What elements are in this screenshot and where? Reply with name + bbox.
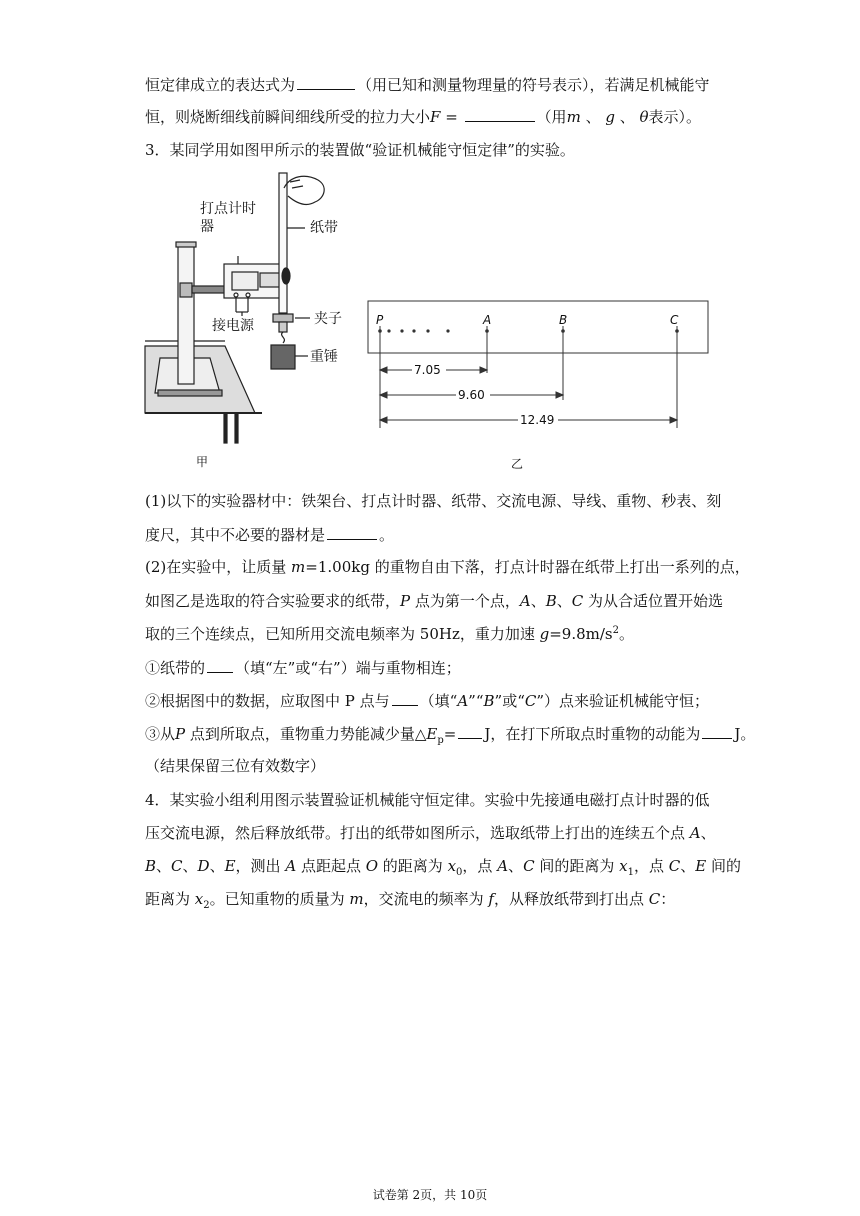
- text: =: [440, 108, 463, 126]
- text: ，点: [633, 857, 669, 875]
- text: ①纸带的: [145, 659, 206, 677]
- var: A: [285, 857, 297, 875]
- text: (1)以下的实验器材中：铁架台、打点计时器、纸带、交流电源、导线、重物、秒表、刻: [145, 492, 722, 510]
- arrow: [380, 367, 387, 373]
- var: m: [349, 890, 364, 908]
- arrow: [556, 392, 563, 398]
- text: 间的: [706, 857, 741, 875]
- text: 点到所取点，重物重力势能减少量△: [185, 725, 427, 743]
- var: θ: [639, 108, 649, 126]
- text: 。: [619, 625, 635, 643]
- text: （用已知和测量物理量的符号表示），若满足机械能守: [357, 76, 710, 94]
- point-C-dot: [675, 329, 679, 333]
- var: x: [619, 857, 628, 875]
- arrow: [670, 417, 677, 423]
- label-timer-2: 器: [200, 219, 214, 235]
- var: E: [695, 857, 707, 875]
- var: A: [689, 824, 701, 842]
- arrow: [380, 417, 387, 423]
- text-line: [145, 690, 709, 711]
- text: 、: [680, 857, 696, 875]
- var: A: [497, 857, 509, 875]
- table-leg: [235, 413, 238, 443]
- clamp-block: [180, 283, 192, 297]
- var: m: [566, 108, 581, 126]
- var: E: [224, 857, 236, 875]
- var: f: [488, 890, 494, 908]
- var: E: [426, 725, 438, 743]
- text: 4．某实验小组利用图示装置验证机械能守恒定律。实验中先接通电磁打点计时器的低: [145, 791, 710, 809]
- answer-blank[interactable]: [327, 524, 377, 540]
- var: B: [545, 592, 557, 610]
- text: ”）点来验证机械能守恒；: [536, 692, 710, 710]
- var: C: [171, 857, 183, 875]
- subscript: 1: [627, 867, 634, 878]
- text: ”“: [468, 692, 484, 710]
- timer-coil: [232, 272, 258, 290]
- text: ，从释放纸带到打出点: [493, 890, 649, 908]
- var: A: [457, 692, 469, 710]
- stand-pole: [178, 244, 194, 384]
- text: 恒，则烧断细线前瞬间细线所受的拉力大小: [145, 108, 431, 126]
- answer-blank[interactable]: [297, 74, 355, 90]
- text: =: [443, 725, 457, 743]
- pole-cap: [176, 242, 196, 247]
- text: 恒定律成立的表达式为: [145, 76, 296, 94]
- text: ③从: [145, 725, 176, 743]
- text: 、: [209, 857, 225, 875]
- point-A-dot: [485, 329, 489, 333]
- var: C: [571, 592, 584, 610]
- var: P: [175, 725, 186, 743]
- text: (2)在实验中，让质量: [145, 558, 292, 576]
- text: 点距起点: [296, 857, 366, 875]
- answer-blank[interactable]: [392, 690, 418, 706]
- text: 、: [700, 824, 716, 842]
- subscript: 0: [456, 867, 463, 878]
- text-line: [145, 591, 723, 611]
- label-jia: 甲: [196, 455, 209, 469]
- text: 。: [379, 526, 395, 544]
- terminal: [234, 293, 238, 297]
- subscript: 2: [203, 900, 210, 911]
- text-line: [145, 74, 710, 95]
- text-line: [145, 624, 634, 644]
- text-line: [145, 723, 755, 744]
- dist-PB: 9.60: [458, 388, 485, 402]
- label-weight: 重锤: [310, 349, 338, 365]
- var: P: [400, 592, 411, 610]
- text: 为从合适位置开始选: [583, 592, 724, 610]
- text-line: [145, 889, 675, 909]
- text: ②根据图中的数据，应取图中 P 点与: [145, 692, 390, 710]
- var: C: [668, 857, 681, 875]
- var: D: [197, 857, 210, 875]
- text-line: [145, 657, 461, 678]
- hook: [282, 332, 285, 343]
- var: x: [194, 890, 204, 908]
- text: ，测出: [235, 857, 286, 875]
- var: C: [524, 692, 537, 710]
- text: ：: [660, 890, 676, 908]
- var: B: [483, 692, 495, 710]
- answer-blank[interactable]: [465, 106, 535, 122]
- text-line: [145, 557, 750, 577]
- question-3-heading: [145, 140, 575, 160]
- text: （用: [536, 108, 567, 126]
- text: 、: [530, 592, 546, 610]
- hand-fingers: [290, 180, 303, 188]
- text: J，在打下所取点时重物的动能为: [484, 725, 701, 743]
- label-yi: 乙: [511, 457, 524, 471]
- text: 取的三个连续点，已知所用交流电频率为 50Hz，重力加速: [145, 625, 540, 643]
- text: （填“: [419, 692, 458, 710]
- text: 度尺，其中不必要的器材是: [145, 526, 326, 544]
- dot: [426, 329, 429, 332]
- text: （结果保留三位有效数字）: [145, 757, 326, 775]
- answer-blank[interactable]: [207, 657, 233, 673]
- dot: [412, 329, 415, 332]
- text: 表示）。: [648, 108, 702, 126]
- dist-PA: 7.05: [414, 363, 441, 377]
- text: 距离为: [145, 890, 195, 908]
- label-P: P: [376, 313, 384, 327]
- dot: [446, 329, 449, 332]
- text: ”或“: [494, 692, 525, 710]
- text: 、: [580, 108, 606, 126]
- answer-blank[interactable]: [458, 723, 482, 739]
- text-line: [145, 106, 701, 127]
- text: 3．某同学用如图甲所示的装置做“验证机械能守恒定律”的实验。: [145, 141, 575, 159]
- label-C: C: [670, 313, 679, 327]
- text: 。已知重物的质量为: [209, 890, 350, 908]
- heavy-weight: [271, 345, 295, 369]
- label-B: B: [559, 313, 568, 327]
- var: B: [145, 857, 157, 875]
- text-line: [145, 856, 741, 876]
- label-power: 接电源: [212, 318, 254, 334]
- text: =9.8m/s: [549, 625, 613, 643]
- page-footer: 试卷第 2页，共 10页: [372, 1188, 488, 1202]
- point-B-dot: [561, 329, 565, 333]
- clamp-arm: [192, 286, 228, 293]
- label-A: A: [483, 313, 492, 327]
- var: g: [605, 108, 615, 126]
- dot: [387, 329, 390, 332]
- text-line: [145, 524, 394, 545]
- text: 间的距离为: [534, 857, 620, 875]
- answer-blank[interactable]: [702, 723, 732, 739]
- superscript: 2: [612, 625, 619, 636]
- point-P-dot: [378, 329, 382, 333]
- stand-base-edge: [158, 390, 222, 396]
- var: m: [291, 558, 306, 576]
- var: g: [539, 625, 550, 643]
- experiment-figure: [140, 168, 720, 473]
- text: =1.00kg 的重物自由下落，打点计时器在纸带上打出一系列的点，: [305, 558, 750, 576]
- tape-outline: [368, 301, 708, 353]
- label-timer: 打点计时: [200, 201, 256, 217]
- dist-PC: 12.49: [520, 413, 555, 427]
- arrow: [480, 367, 487, 373]
- var: C: [523, 857, 535, 875]
- text: ，点: [462, 857, 498, 875]
- clip: [273, 314, 293, 322]
- terminal: [246, 293, 250, 297]
- text: J。: [734, 725, 756, 743]
- text-line: [145, 756, 325, 776]
- label-clip: 夹子: [314, 311, 342, 327]
- var: x: [447, 857, 457, 875]
- var: O: [365, 857, 379, 875]
- text: 压交流电源，然后释放纸带。打出的纸带如图所示，选取纸带上打出的连续五个点: [145, 824, 690, 842]
- arrow: [380, 392, 387, 398]
- text: 、: [508, 857, 524, 875]
- subscript: p: [437, 735, 444, 746]
- text: 、: [614, 108, 640, 126]
- text: 、: [182, 857, 198, 875]
- text: ，交流电的频率为: [363, 890, 489, 908]
- var: F: [430, 108, 441, 126]
- text: 点为第一个点，: [410, 592, 520, 610]
- text: （填“左”或“右”）端与重物相连；: [235, 659, 461, 677]
- text: 的距离为: [378, 857, 448, 875]
- timer-vibrator: [260, 273, 280, 287]
- timer-pin: [282, 268, 290, 284]
- table-leg: [224, 413, 227, 443]
- hand-holding-tape: [284, 176, 324, 204]
- dot: [400, 329, 403, 332]
- text: 、: [556, 592, 572, 610]
- text: 、: [156, 857, 172, 875]
- var: C: [648, 890, 661, 908]
- label-tape: 纸带: [310, 220, 338, 236]
- text-line: [145, 823, 716, 843]
- clip-stem: [279, 322, 287, 332]
- var: A: [519, 592, 531, 610]
- tape-diagram: [368, 301, 708, 428]
- question-4-heading: [145, 790, 710, 810]
- text: 如图乙是选取的符合实验要求的纸带，: [145, 592, 401, 610]
- paper-tape: [279, 173, 287, 313]
- text-line: [145, 491, 721, 511]
